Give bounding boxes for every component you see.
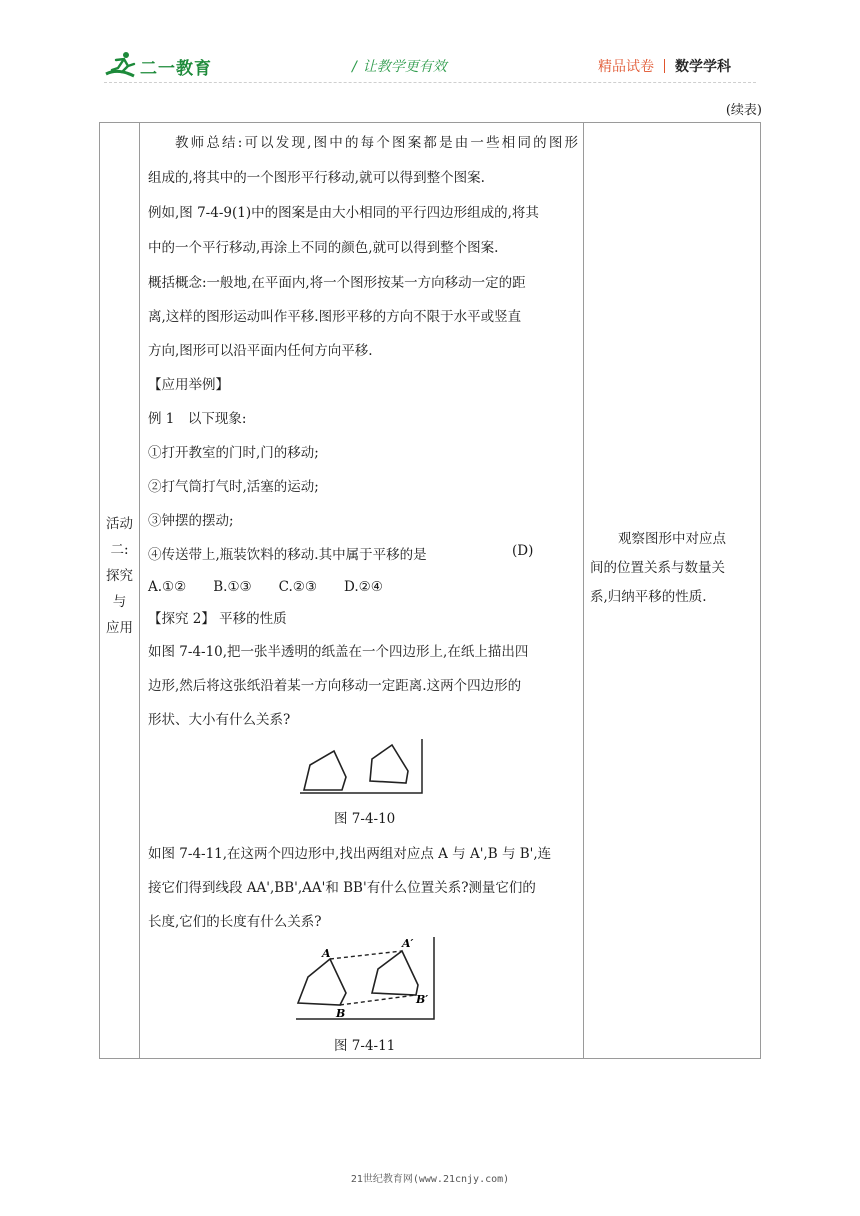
text-line: 接它们得到线段 AA',BB',AA'和 BB'有什么位置关系?测量它们的 [148,880,536,896]
figure-caption: 图 7-4-11 [334,1038,396,1054]
text-line: 如图 7-4-10,把一张半透明的纸盖在一个四边形上,在纸上描出四 [148,644,529,660]
choices-line: A.①② B.①③ C.②③ D.②④ [148,579,383,595]
option-line: ④传送带上,瓶装饮料的移动.其中属于平移的是 [148,547,427,563]
page-header [0,0,860,100]
header-separator [664,59,665,73]
observation-line: 系,归纳平移的性质. [590,589,707,605]
activity-label-line: 活动 [106,516,133,532]
subject-label: 数学学科 [675,59,731,75]
activity-cell [100,511,139,641]
point-b-prime-label: B′ [416,993,429,1006]
header-divider [104,82,756,83]
point-a-label: A [322,947,331,960]
activity-label-line: 与 [112,594,127,610]
text-line: 组成的,将其中的一个图形平行移动,就可以得到整个图案. [148,170,485,186]
text-line: 如图 7-4-11,在这两个四边形中,找出两组对应点 A 与 A',B 与 B',连 [148,846,552,862]
slogan-slash: / [352,59,357,75]
section-heading: 【探究 2】 平移的性质 [148,611,287,627]
point-a-prime-label: A′ [402,937,414,950]
quadrilateral-translated [370,745,408,783]
section-heading: 【应用举例】 [148,377,229,393]
column-divider [139,123,140,1058]
text-line: 边形,然后将这张纸沿着某一方向移动一定距离.这两个四边形的 [148,678,522,694]
slogan [352,56,447,76]
segment-bb-prime [340,995,416,1005]
text-line: 离,这样的图形运动叫作平移.图形平移的方向不限于水平或竖直 [148,309,522,325]
lesson-table [99,122,761,1059]
figure-axes [300,739,422,793]
figure-caption: 图 7-4-10 [334,811,396,827]
activity-label-line: 二: [110,542,129,558]
text-line: 例如,图 7-4-9(1)中的图案是由大小相同的平行四边形组成的,将其 [148,205,539,221]
quadrilateral-original [298,959,346,1005]
text-line: 形状、大小有什么关系? [148,712,291,728]
activity-label-line: 探究 [106,568,133,584]
continued-label: (续表) [725,103,762,118]
option-line: ②打气筒打气时,活塞的运动; [148,479,319,495]
text-line: 长度,它们的长度有什么关系? [148,914,322,930]
runner-logo-icon [104,50,140,80]
logo [104,50,234,80]
quadrilateral-translated [372,951,418,995]
observation-cell [590,525,758,612]
page-footer: 21世纪教育网(www.21cnjy.com) [350,1174,510,1185]
text-line: 教师总结:可以发现,图中的每个图案都是由一些相同的图形 [175,135,578,151]
segment-aa-prime [330,951,402,959]
brand-label: 精品试卷 [598,59,654,75]
answer-label: (D) [512,543,534,559]
quadrilateral-original [304,751,346,790]
figure-7-4-10 [298,737,428,797]
slogan-text: 让教学更有效 [362,59,447,75]
text-line: 中的一个平行移动,再涂上不同的颜色,就可以得到整个图案. [148,240,499,256]
figure-7-4-11 [288,933,438,1023]
option-line: ①打开教室的门时,门的移动; [148,445,319,461]
observation-line: 观察图形中对应点 [618,531,726,547]
option-line: ③钟摆的摆动; [148,513,234,529]
text-line: 概括概念:一般地,在平面内,将一个图形按某一方向移动一定的距 [148,275,526,291]
observation-line: 间的位置关系与数量关 [590,560,725,576]
column-divider [583,123,584,1058]
text-line: 方向,图形可以沿平面内任何方向平移. [148,343,373,359]
header-right [598,56,731,76]
activity-label-line: 应用 [106,620,133,636]
logo-text: 二一教育 [140,59,212,79]
point-b-label: B [336,1007,346,1020]
text-line: 例 1 以下现象: [148,411,247,427]
